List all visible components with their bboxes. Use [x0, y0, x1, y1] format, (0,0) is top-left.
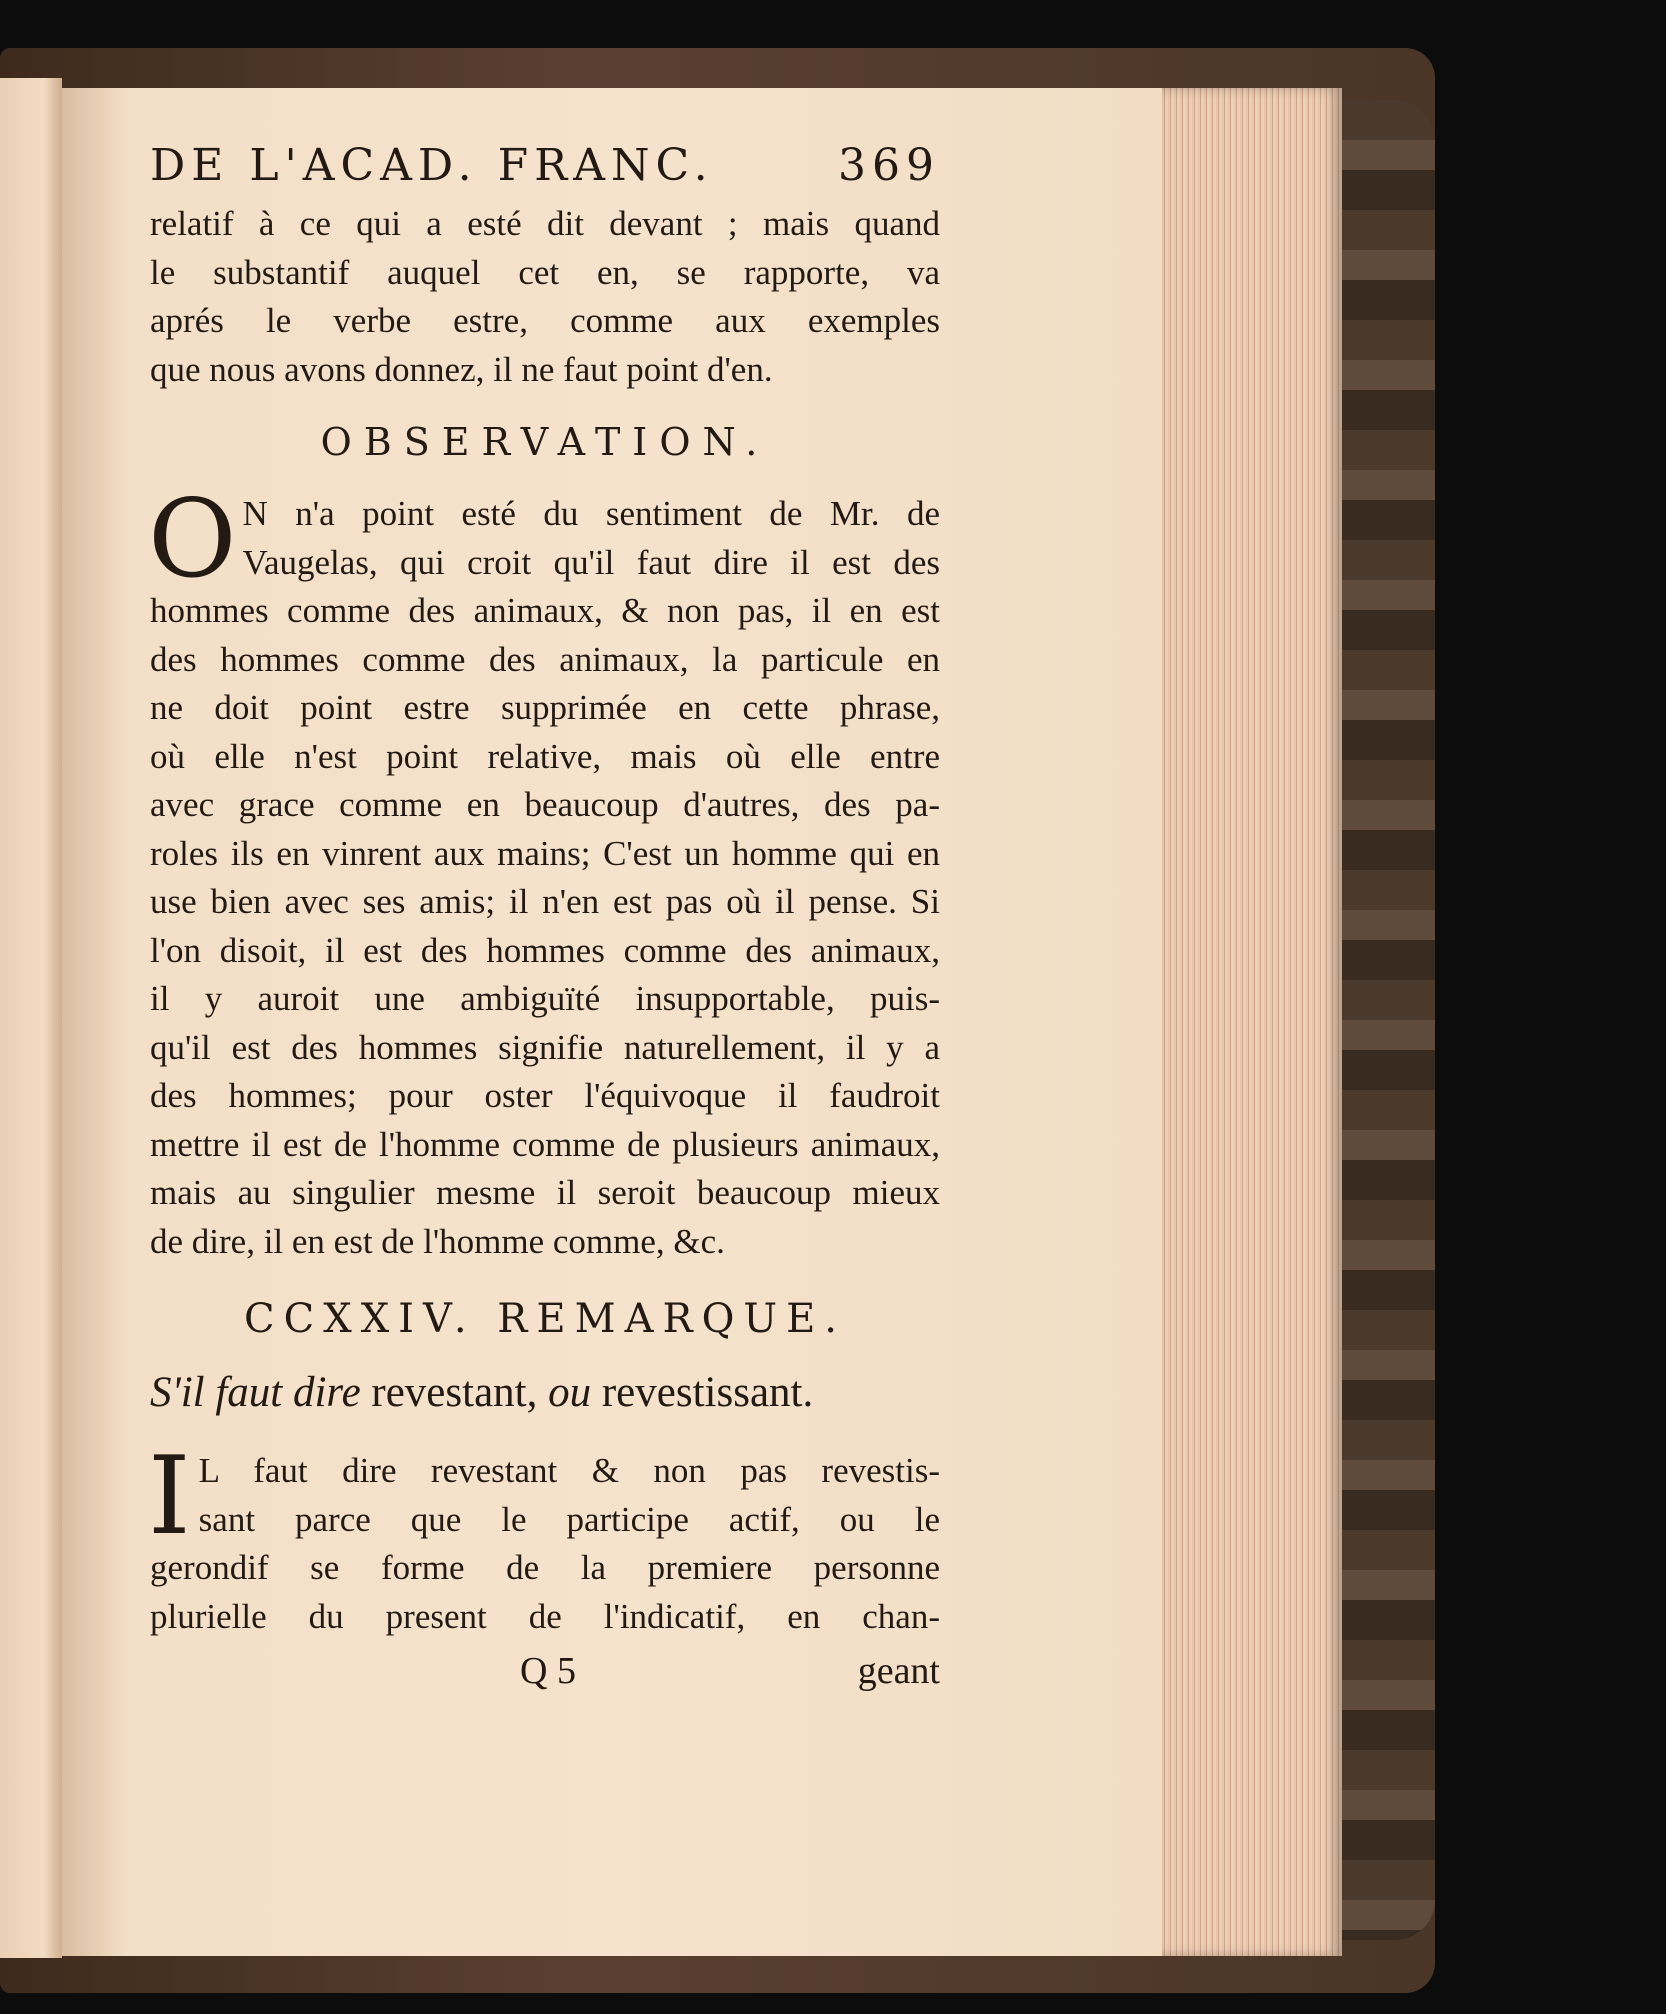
running-head	[150, 140, 940, 200]
left-page-edge	[0, 78, 62, 1958]
signature-mark: Q 5	[520, 1650, 576, 1692]
subheading-part: S'il faut dire	[150, 1369, 361, 1416]
drop-cap: I	[148, 1434, 191, 1559]
text-line: des hommes comme des animaux, la particule en	[150, 639, 940, 679]
text-line: L faut dire revestant & non pas revestis-	[198, 1451, 940, 1490]
text-line: que nous avons donnez, il ne faut point d'en.	[150, 349, 773, 389]
book-spine	[1335, 100, 1435, 1940]
text-line: ne doit point estre supprimée en cette phrase,	[150, 688, 940, 727]
text-line: N n'a point esté du sentiment de Mr. de	[242, 494, 940, 533]
text-line: des hommes; pour oster l'équivoque il faudroit	[150, 1076, 940, 1115]
catchword: geant	[857, 1650, 940, 1692]
remarque-paragraph	[148, 1434, 940, 1641]
subheading-part: revestant,	[371, 1369, 538, 1416]
text-line: roles ils en vinrent aux mains; C'est un homme qui en	[150, 833, 940, 873]
remarque-heading: CCXXIV. REMARQUE.	[244, 1296, 846, 1342]
text-line: Vaugelas, qui croit qu'il faut dire il est des	[242, 542, 940, 582]
text-line: mais au singulier mesme il seroit beaucoup mieux	[150, 1173, 940, 1212]
observation-heading: OBSERVATION.	[320, 420, 770, 464]
subheading-part: ou	[548, 1369, 592, 1416]
text-line: plurielle du present de l'indicatif, en chan-	[150, 1596, 940, 1636]
text-line: avec grace comme en beaucoup d'autres, des pa-	[150, 785, 940, 824]
text-line: il y auroit une ambiguïté insupportable, puis-	[150, 979, 940, 1018]
text-line: qu'il est des hommes signifie naturellement, il y a	[150, 1027, 940, 1067]
text-line: mettre il est de l'homme comme de plusieurs animaux,	[150, 1124, 940, 1164]
text-line: relatif à ce qui a esté dit devant ; mais quand	[150, 204, 940, 243]
page-text	[150, 140, 940, 1693]
page-number: 369	[838, 140, 940, 191]
running-title: DE L'ACAD. FRANC.	[150, 140, 714, 191]
text-line: le substantif auquel cet en, se rapporte, va	[150, 252, 940, 292]
remarque-subheading	[150, 1368, 940, 1417]
page-edges	[1162, 88, 1342, 1956]
text-line: aprés le verbe estre, comme aux exemples	[150, 301, 940, 340]
intro-paragraph	[150, 200, 940, 394]
subheading-part: revestissant.	[601, 1369, 814, 1416]
text-line: de dire, il en est de l'homme comme, &c.	[150, 1221, 725, 1261]
observation-paragraph	[148, 477, 940, 1266]
page-footer	[150, 1649, 940, 1693]
text-line: où elle n'est point relative, mais où elle entre	[150, 736, 940, 776]
text-line: use bien avec ses amis; il n'en est pas où il pense. Si	[150, 882, 940, 921]
text-line: hommes comme des animaux, & non pas, il en est	[150, 591, 940, 630]
text-line: l'on disoit, il est des hommes comme des animaux,	[150, 930, 940, 970]
drop-cap: O	[148, 477, 237, 602]
text-line: sant parce que le participe actif, ou le	[198, 1499, 940, 1539]
text-line: gerondif se forme de la premiere personne	[150, 1548, 940, 1587]
